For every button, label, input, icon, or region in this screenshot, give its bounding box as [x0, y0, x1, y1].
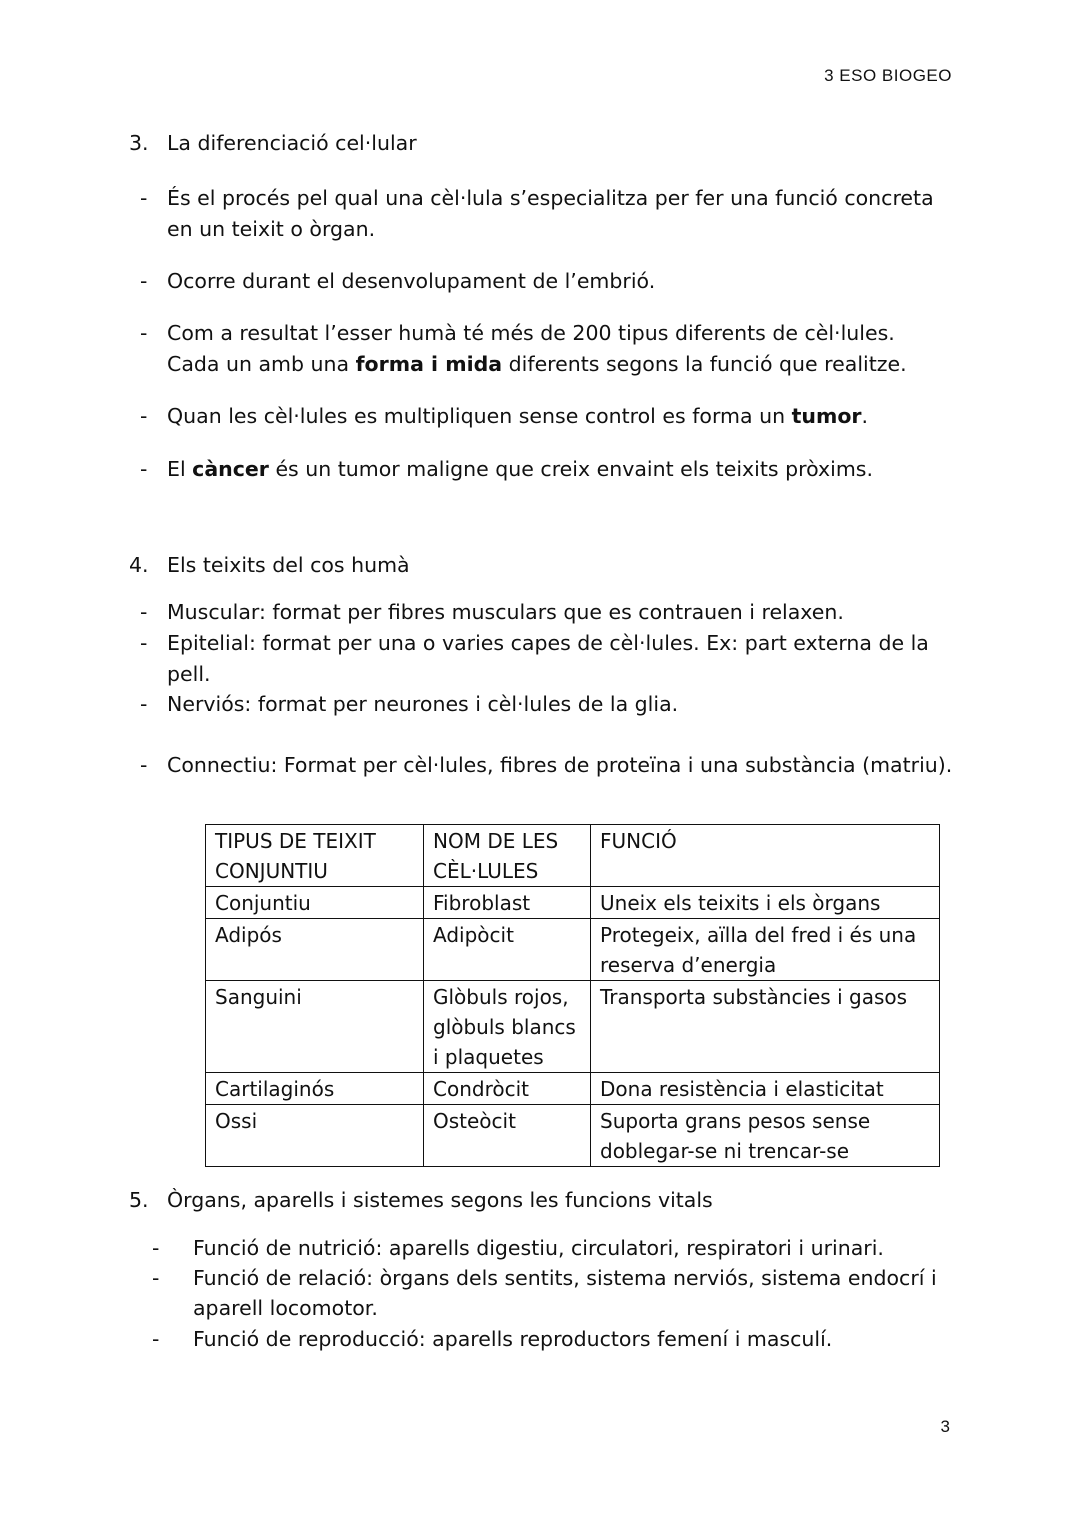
list-item: - Com a resultat l’esser humà té més de 200 tipus diferents de cèl·lules. Cada un amb una forma i mida diferents segons la funció que realitze. — [140, 321, 907, 376]
table-cell: Adipós — [206, 919, 424, 981]
bold-term: tumor — [791, 404, 862, 428]
section-number: 4. — [129, 553, 149, 577]
bold-term: forma i mida — [355, 352, 503, 376]
table-row — [206, 981, 940, 1073]
table-cell: Protegeix, aïlla del fred i és una reserva d’energia — [591, 919, 940, 981]
table-cell: Dona resistència i elasticitat — [591, 1073, 940, 1105]
table-cell: Uneix els teixits i els òrgans — [591, 887, 940, 919]
table-row — [206, 1105, 940, 1167]
table-cell: Suporta grans pesos sense doblegar-se ni trencar-se — [591, 1105, 940, 1167]
table-cell: Transporta substàncies i gasos — [591, 981, 940, 1073]
list-item-text: Ocorre durant el desenvolupament de l’embrió. — [167, 269, 656, 293]
table-cell: Sanguini — [206, 981, 424, 1073]
section-title-text: Els teixits del cos humà — [167, 553, 410, 577]
connective-tissue-table — [205, 824, 940, 1167]
list-item-text: Funció de reproducció: aparells reproductors femení i masculí. — [193, 1327, 833, 1351]
list-item: - Quan les cèl·lules es multipliquen sense control es forma un tumor. — [140, 404, 869, 428]
list-item-text: Connectiu: Format per cèl·lules, fibres de proteïna i una substància (matriu). — [167, 753, 953, 777]
list-item-text: Muscular: format per fibres musculars que es contrauen i relaxen. — [167, 600, 844, 624]
section-5-title — [129, 1188, 713, 1212]
table-cell: Ossi — [206, 1105, 424, 1167]
table-cell: Glòbuls rojos, glòbuls blancs i plaquetes — [424, 981, 591, 1073]
table-cell: Cartilaginós — [206, 1073, 424, 1105]
table-header-cell: TIPUS DE TEIXIT CONJUNTIU — [206, 825, 424, 887]
list-item-text: . — [861, 404, 869, 428]
list-item-text: Nerviós: format per neurones i cèl·lules de la glia. — [167, 692, 679, 716]
page-header: 3 ESO BIOGEO — [824, 66, 952, 85]
table-header-cell: NOM DE LES CÈL·LULES — [424, 825, 591, 887]
list-item-text: Funció de relació: òrgans dels sentits, sistema nerviós, sistema endocrí i aparell locomotor. — [193, 1266, 937, 1320]
list-item: - Funció de relació: òrgans dels sentits, sistema nerviós, sistema endocrí i aparell locomotor. — [152, 1263, 942, 1323]
list-item: - Ocorre durant el desenvolupament de l’embrió. — [140, 266, 960, 297]
table-cell: Osteòcit — [424, 1105, 591, 1167]
list-item-text: Funció de nutrició: aparells digestiu, circulatori, respiratori i urinari. — [193, 1236, 884, 1260]
table-row — [206, 1073, 940, 1105]
table-cell: Condròcit — [424, 1073, 591, 1105]
list-item-text: és un tumor maligne que creix envaint els teixits pròxims. — [268, 457, 873, 481]
table-cell: Conjuntiu — [206, 887, 424, 919]
list-item: - El càncer és un tumor maligne que creix envaint els teixits pròxims. — [140, 457, 873, 481]
list-item: - Muscular: format per fibres musculars que es contrauen i relaxen. — [140, 597, 960, 628]
list-item-text: Quan les cèl·lules es multipliquen sense control es forma un — [167, 404, 792, 428]
table-cell: Fibroblast — [424, 887, 591, 919]
list-item: - Connectiu: Format per cèl·lules, fibres de proteïna i una substància (matriu). — [140, 750, 960, 781]
list-item-text: És el procés pel qual una cèl·lula s’especialitza per fer una funció concreta en un teixit o òrgan. — [167, 186, 934, 241]
list-item: - Funció de nutrició: aparells digestiu, circulatori, respiratori i urinari. — [152, 1233, 952, 1263]
section-title-text: Òrgans, aparells i sistemes segons les funcions vitals — [167, 1188, 713, 1212]
list-item: - Funció de reproducció: aparells reproductors femení i masculí. — [152, 1324, 952, 1354]
section-number: 5. — [129, 1188, 149, 1212]
table-row — [206, 919, 940, 981]
list-item-text: diferents segons la funció que realitze. — [502, 352, 907, 376]
table-row — [206, 887, 940, 919]
list-item: - És el procés pel qual una cèl·lula s’especialitza per fer una funció concreta en un teixit o òrgan. — [140, 183, 950, 245]
bold-term: càncer — [192, 457, 269, 481]
section-4-title — [129, 553, 410, 577]
list-item: - Epitelial: format per una o varies capes de cèl·lules. Ex: part externa de la pell. — [140, 628, 930, 690]
list-item-text: Com a resultat l’esser humà té més de 200 tipus diferents de cèl·lules. Cada un amb una — [167, 321, 895, 376]
table-cell: Adipòcit — [424, 919, 591, 981]
section-number: 3. — [129, 131, 149, 155]
table-header-row — [206, 825, 940, 887]
list-item-text: El — [167, 457, 193, 481]
page-number: 3 — [940, 1417, 950, 1436]
section-3-title — [129, 131, 417, 155]
section-title-text: La diferenciació cel·lular — [167, 131, 417, 155]
table-header-cell: FUNCIÓ — [591, 825, 940, 887]
list-item-text: Epitelial: format per una o varies capes de cèl·lules. Ex: part externa de la pell. — [167, 631, 929, 686]
list-item: - Nerviós: format per neurones i cèl·lules de la glia. — [140, 689, 960, 720]
